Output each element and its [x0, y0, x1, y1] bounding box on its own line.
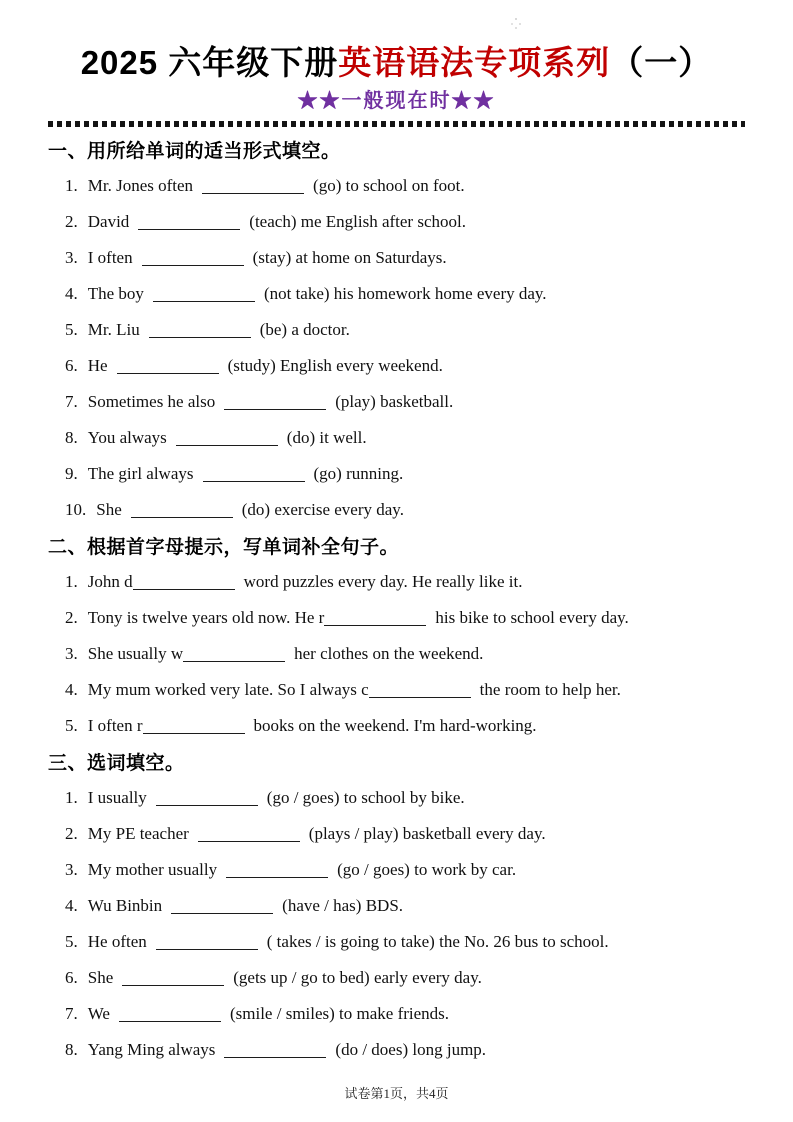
question-pre-text: Mr. Jones often [87, 176, 194, 195]
question-item [48, 1039, 745, 1061]
question-number: 1. [65, 788, 78, 807]
page-footer: 试卷第1页，共4页 [344, 1086, 449, 1101]
answer-blank [133, 574, 235, 590]
answer-blank [143, 718, 245, 734]
section-heading-2: 二、根据首字母提示，写单词补全句子。 [48, 537, 400, 558]
question-number: 4. [65, 896, 78, 915]
answer-blank [203, 466, 305, 482]
sections [48, 139, 745, 1061]
question-post-text: (have / has) BDS. [282, 896, 404, 915]
question-number: 8. [65, 1040, 78, 1059]
question-post-text: (teach) me English after school. [249, 212, 466, 231]
question-item [48, 679, 745, 701]
question-item [48, 643, 745, 665]
title-part-red: 英语语法专项系列 [338, 44, 611, 81]
question-post-text: (do / does) long jump. [335, 1040, 487, 1059]
subtitle-tense-label: ★★一般现在时★★ [297, 90, 496, 112]
question-number: 5. [65, 716, 78, 735]
question-pre-text: Tony is twelve years old now. He r [87, 608, 325, 627]
question-pre-text: He [87, 356, 108, 375]
question-post-text: (do) exercise every day. [241, 500, 404, 519]
question-number: 2. [65, 608, 78, 627]
question-item [48, 355, 745, 377]
question-pre-text: We [87, 1004, 110, 1023]
question-item [48, 499, 745, 521]
question-post-text: word puzzles every day. He really like it. [243, 572, 523, 591]
question-post-text: ( takes / is going to take) the No. 26 bus to school. [266, 932, 609, 951]
answer-blank [369, 682, 471, 698]
answer-blank [226, 862, 328, 878]
answer-blank [156, 934, 258, 950]
question-pre-text: Sometimes he also [87, 392, 216, 411]
question-item [48, 1003, 745, 1025]
answer-blank [142, 250, 244, 266]
question-pre-text: My PE teacher [87, 824, 189, 843]
question-item [48, 787, 745, 809]
question-item [48, 427, 745, 449]
question-post-text: books on the weekend. I'm hard-working. [253, 716, 537, 735]
question-pre-text: He often [87, 932, 147, 951]
question-item [48, 895, 745, 917]
question-item [48, 931, 745, 953]
question-pre-text: My mum worked very late. So I always c [87, 680, 369, 699]
question-pre-text: Mr. Liu [87, 320, 140, 339]
question-number: 2. [65, 212, 78, 231]
question-pre-text: John d [87, 572, 133, 591]
question-item [48, 283, 745, 305]
question-pre-text: I often [87, 248, 133, 267]
question-number: 1. [65, 572, 78, 591]
question-post-text: (go) running. [313, 464, 404, 483]
dotted-divider [48, 121, 745, 127]
question-pre-text: I usually [87, 788, 147, 807]
question-number: 5. [65, 932, 78, 951]
answer-blank [138, 214, 240, 230]
answer-blank [149, 322, 251, 338]
question-item [48, 391, 745, 413]
question-number: 3. [65, 860, 78, 879]
answer-blank [131, 502, 233, 518]
question-item [48, 715, 745, 737]
question-post-text: (stay) at home on Saturdays. [252, 248, 447, 267]
question-post-text: (go / goes) to work by car. [337, 860, 517, 879]
question-post-text: (go) to school on foot. [313, 176, 465, 195]
question-pre-text: I often r [87, 716, 143, 735]
question-pre-text: She [87, 968, 114, 987]
question-pre-text: You always [87, 428, 167, 447]
question-post-text: the room to help her. [479, 680, 621, 699]
title-part-black-right: （一） [610, 44, 713, 81]
question-post-text: (do) it well. [286, 428, 367, 447]
question-number: 10. [65, 500, 87, 519]
section-heading-3: 三、选词填空。 [48, 753, 185, 774]
question-pre-text: David [87, 212, 130, 231]
question-pre-text: Yang Ming always [87, 1040, 216, 1059]
question-pre-text: The boy [87, 284, 144, 303]
question-pre-text: She [96, 500, 122, 519]
question-number: 4. [65, 680, 78, 699]
question-number: 7. [65, 392, 78, 411]
answer-blank [198, 826, 300, 842]
question-number: 5. [65, 320, 78, 339]
question-item [48, 823, 745, 845]
title-part-black-left: 2025 六年级下册 [80, 44, 339, 81]
answer-blank [224, 394, 326, 410]
question-post-text: (play) basketball. [335, 392, 454, 411]
question-post-text: her clothes on the weekend. [294, 644, 484, 663]
answer-blank [224, 1042, 326, 1058]
question-number: 6. [65, 968, 78, 987]
answer-blank [119, 1006, 221, 1022]
question-pre-text: Wu Binbin [87, 896, 163, 915]
question-item [48, 607, 745, 629]
question-item [48, 175, 745, 197]
page-title [48, 42, 745, 84]
question-post-text: (go / goes) to school by bike. [266, 788, 465, 807]
answer-blank [202, 178, 304, 194]
question-number: 2. [65, 824, 78, 843]
question-pre-text: My mother usually [87, 860, 218, 879]
question-item [48, 859, 745, 881]
question-post-text: (gets up / go to bed) early every day. [233, 968, 482, 987]
question-pre-text: She usually w [87, 644, 184, 663]
answer-blank [153, 286, 255, 302]
question-number: 4. [65, 284, 78, 303]
question-post-text: his bike to school every day. [435, 608, 629, 627]
question-item [48, 211, 745, 233]
answer-blank [156, 790, 258, 806]
question-pre-text: The girl always [87, 464, 194, 483]
section-heading-1: 一、用所给单词的适当形式填空。 [48, 141, 341, 162]
question-post-text: (smile / smiles) to make friends. [229, 1004, 450, 1023]
question-item [48, 463, 745, 485]
question-item [48, 571, 745, 593]
answer-blank [171, 898, 273, 914]
question-post-text: (be) a doctor. [259, 320, 350, 339]
question-number: 1. [65, 176, 78, 195]
answer-blank [324, 610, 426, 626]
question-number: 7. [65, 1004, 78, 1023]
question-item [48, 967, 745, 989]
answer-blank [176, 430, 278, 446]
question-post-text: (plays / play) basketball every day. [308, 824, 546, 843]
question-number: 3. [65, 248, 78, 267]
question-number: 8. [65, 428, 78, 447]
question-post-text: (study) English every weekend. [227, 356, 443, 375]
question-number: 6. [65, 356, 78, 375]
answer-blank [183, 646, 285, 662]
question-number: 3. [65, 644, 78, 663]
question-item [48, 247, 745, 269]
question-post-text: (not take) his homework home every day. [263, 284, 547, 303]
answer-blank [117, 358, 219, 374]
question-item [48, 319, 745, 341]
question-number: 9. [65, 464, 78, 483]
answer-blank [122, 970, 224, 986]
faint-watermark-mark [515, 18, 517, 20]
